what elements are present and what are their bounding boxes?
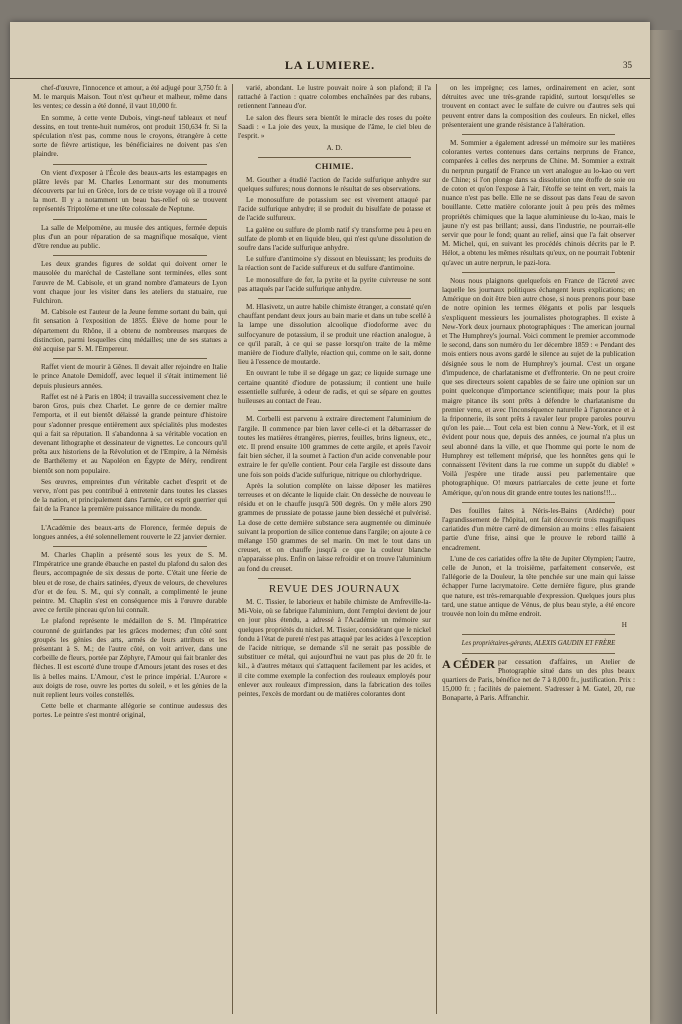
paragraph: Après la solution complète on laisse déposer les matières terreuses et on décante le liquide clair. On dessèche de nouveau le résidu et on le chauffe jusqu'à 500 degrés. On y mêle alors 290 grammes de prussiate de potasse jaune bien desséché et pulvérisé. La dose de cette dernière substance sera augmentée ou diminuée suivant la proportion de silice contenue dans l'argile; on ajoute à ce mélange 150 grammes de sel marin. On met le tout dans un creuset, et on chauffe jusqu'à ce que la couleur blanche n'apparaisse plus. Enfin on laisse refroidir et on trouve l'aluminium au fond du creuset. <box>238 481 432 573</box>
divider <box>462 272 615 273</box>
divider <box>462 502 615 503</box>
paragraph: Raffet vient de mourir à Gênes. Il devait aller rejoindre en Italie le prince Anatole Demidoff, avec lequel il s'était intimement lié depuis plusieurs années. <box>33 363 227 390</box>
divider <box>258 578 411 579</box>
column-1 <box>28 84 232 1014</box>
section-title-revue: REVUE DES JOURNAUX <box>268 582 401 595</box>
divider <box>258 157 411 158</box>
ad-title: A CÉDER <box>442 656 496 671</box>
paragraph: M. Gouther a étudié l'action de l'acide sulfurique anhydre sur quelques sulfures; nous donnons le résultat de ses observations. <box>238 175 431 193</box>
divider <box>53 219 207 220</box>
paragraph: Raffet est né à Paris en 1804; il travailla successivement chez le baron Gros, puis chez Charlet. Le genre de ce dernier maître l'emporta, et il eut bientôt délaissé la grande peinture d'histoire pour s'adonner presque entièrement aux spécialités plus modestes qui a fait sa réputation. Il s'abandonna à sa véritable vocation en devenant lithographe et dessinateur de vignettes. Le concours qu'il prêta aux historiens de la Révolution et de l'Empire, à la Némésis de Barthélemy et au Napoléon en Égypte de Méry, rendirent bientôt son nom populaire. <box>33 392 227 475</box>
page-header <box>10 56 650 79</box>
publisher-imprint: Les propriétaires-gérants, ALEXIS GAUDIN ET FRÈRE <box>461 640 616 648</box>
author-signoff: H <box>621 621 627 630</box>
ad-text: par cessation d'affaires, un Atelier de Photographie situé dans un des plus beaux quartiers de Paris, bénéfice net de 7 à 8,000 fr., justification. Prix : 15,000 fr. ; facilités de paiement. S'adresser à M. Gatel, 20, rue Bonaparte, à Paris. Affranchir. <box>442 657 635 703</box>
divider <box>258 410 411 411</box>
classified-ad <box>442 658 635 704</box>
paragraph: M. Charles Chaplin a présenté sous les yeux de S. M. l'Impératrice une grande ébauche en pastel du plafond du salon des fleurs, accompagnée de six dessus de porte. C'était une féerie de bleu et de rose, de chairs satinées, d'yeux de velours, de chevelures d'or et de feu. S. M., qui s'y connaît, a complimenté le jeune peintre. M. Chaplin s'est en conséquence mis à l'œuvre durable avec ce fertile pinceau qu'on lui connaît. <box>33 550 227 615</box>
section-title-chimie: CHIMIE. <box>315 161 354 172</box>
paragraph: on les imprègne; ces lames, ordinairement en acier, sont détruites avec une très-grande rapidité, surtout lorsqu'elles se trouvent en contact avec le sulfate de cuivre ou d'autres sels qui peuvent entrer dans la composition des couleurs. En nickel, elles présenteraient une grande résistance à l'altération. <box>442 84 635 129</box>
divider <box>462 653 615 654</box>
paragraph: L'Académie des beaux-arts de Florence, fermée depuis de longues années, a été solennellement rouverte le 22 janvier dernier. <box>33 523 227 541</box>
divider <box>462 134 615 135</box>
paragraph: Le salon des fleurs sera bientôt le miracle des roses du poète Saadi : « La joie des yeux, la musique de l'âme, le ciel bleu de l'esprit. » <box>238 113 431 141</box>
paragraph: M. Sommier a également adressé un mémoire sur les matières colorantes vertes contenues dans certains nerpruns de France, comparées à celles des nerpruns de Chine. M. Sommier a extrait du nerprun purgatif de France un vert analogue au lo-kao ou vert de Chine; si l'on plonge dans sa dissolution une étoffe de soie ou de coton et qu'on l'expose à l'air, l'étoffe se teint en vert, mais la nuance n'est pas belle. Elle ne se dissout pas dans l'eau de savon bouillante. Cette matière colorante jouit à peu près des mêmes propriétés chimiques que la laque aluminieuse du lo-kao, mais le jaune n'y est pas brillant; aussi, dans l'industrie, ne pourrait-elle servir que pour le fond; quant au relief, ainsi que l'a fait observer M. Michel, qui, en suivant les procédés chinois décrits par le P. Hélot, a obtenu les mêmes résultats qu'eux, on ne pourrait l'obtenir qu'avec un autre nerprun, le pazi-lora. <box>442 139 635 267</box>
paragraph: Des fouilles faites à Néris-les-Bains (Ardèche) pour l'agrandissement de l'hôpital, ont fait découvrir trois magnifiques cariatides d'un mètre carré de dimension au moins : elles faisaient partie d'une frise, ainsi que le prouve le rebord taillé à encadrement. <box>442 506 635 552</box>
column-2 <box>232 84 436 1014</box>
paragraph: M. Cabisole est l'auteur de la Jeune femme sortant du bain, qui fit sensation à l'exposition de 1855. Élève de home pour le département du Rhône, il a obtenu de nombreuses marques de distinction, parmi lesquelles cinq médailles; une de ses statues a été acquise par S. M. l'Empereur. <box>33 308 227 354</box>
paragraph: Le monosulfure de fer, la pyrite et la pyrite cuivreuse ne sont pas attaqués par l'acide sulfurique anhydre. <box>238 275 431 293</box>
divider <box>258 298 411 299</box>
text-columns <box>28 84 640 1014</box>
paragraph: M. Hlasivetz, un autre habile chimiste étranger, a constaté qu'en chauffant pendant deux jours au bain marie et dans un tube scellé à la lampe une dissolution alcoolique d'iodoforme avec du sulfocyanure de potassium, il se produit une réaction analogue, à ce qu'il paraît, à ce qui se passe lorsqu'on traite de la même manière de l'iodure d'allyle, réaction qui, comme on le sait, donne lieu à l'essence de moutarde. <box>238 303 431 367</box>
paragraph: Le monosulfure de potassium sec est vivement attaqué par l'acide sulfurique anhydre; il se produit du bisulfate de potasse et de l'acide sulfureux. <box>238 196 431 223</box>
paragraph: En somme, à cette vente Dubois, vingt-neuf tableaux et neuf dessins, en tout trente-huit numéros, ont produit 150,634 fr. Si la spéculation n'est pas, comme nous le croyons, étrangère à cette sorte de fièvre artistique, les bénéficiaires ne doivent pas s'en plaindre. <box>33 113 227 159</box>
paragraph: chef-d'œuvre, l'innocence et amour, a été adjugé pour 3,750 fr. à M. le marquis Maison. Tout n'est qu'heur et malheur, même dans les ventes; ce dessin a été donné, il vaut 10,000 fr. <box>33 84 227 111</box>
paragraph: La galène ou sulfure de plomb natif s'y transforme peu à peu en sulfate de plomb et en liquide bleu, qui n'est qu'une dissolution de soufre dans l'acide sulfurique anhydre. <box>238 225 431 253</box>
divider <box>53 255 207 256</box>
paragraph: M. C. Tissier, le laborieux et habile chimiste de Amfreville-la-Mi-Voie, où se fabrique l'aluminium, dont l'emploi devient de jour en jour plus étendu, a adressé à l'Académie un mémoire sur quelques propriétés du nickel. M. Tissier, considérant que le nickel fondu à l'état de pureté n'est pas attaqué par les acides à l'exception de l'acide nitrique, se demande s'il ne serait pas possible de substituer ce métal, qui aujourd'hui ne vaut pas plus de 20 fr. le kil., à d'autres métaux qui s'attaquent facilement par les acides, et il cite comme exemple la confection des rouleaux employés pour enlever aux rouleaux d'impression, dans la fabrication des toiles peintes, l'excès de mordant ou de matières colorantes dont <box>238 597 431 698</box>
paragraph: Le sulfure d'antimoine s'y dissout en bleuissant; les produits de la réaction sont de l'acide sulfureux et du sulfure d'antimoine. <box>238 255 431 273</box>
paragraph: Cette belle et charmante allégorie se continue audessus des portes. Le peintre s'est montré original, <box>33 702 227 720</box>
paragraph: Le plafond représente le médaillon de S. M. l'Impératrice couronné de guirlandes par les grâces modernes; d'un côté sont groupés les génies des arts, armés de leurs attributs et les présentant à S. M.; de l'autre côté, on voit arriver, dans une corbeille de fleurs, portée par Zéphyre, l'Amour qui fait branler des flèches. Il est escorté d'une troupe d'Amours jetant des roses et des lis à belles mains. L'Amour, c'est le prince impérial. L'Aurore « aux doigts de rose, ouvre les portes du soleil, » et les génies de la nuit replient leurs voiles constellés. <box>33 617 227 699</box>
paragraph: On vient d'exposer à l'École des beaux-arts les estampages en plâtre levés par M. Charles Lenormant sur des monuments découverts par lui en Grèce, lors de ce triste voyage où il a trouvé la mort. Il y a notamment un beau bas-relief où se trouvent représentés Triptolème et une tête colossale de Neptune. <box>33 168 227 214</box>
divider <box>53 358 207 359</box>
divider <box>53 546 207 547</box>
paragraph: La salle de Melpomène, au musée des antiques, fermée depuis plus d'un an pour réparation de sa magnifique mosaïque, vient d'être rendue au public. <box>33 223 227 251</box>
page-number: 35 <box>623 60 632 70</box>
divider <box>53 164 207 165</box>
paragraph: L'une de ces cariatides offre la tête de Jupiter Olympien; l'autre, celle de Junon, et la troisième, parfaitement conservée, est l'allégorie de la Douleur, la tête penchée sur une main qui laisse échapper l'urne lacrymatoire. Cette dernière figure, plus grande que nature, est très-remarquable d'expression. Quelques jours plus tard, une statue antique de Vénus, de plus beau style, a été encore trouvée non loin du même endroit. <box>442 554 635 618</box>
paragraph: Ses œuvres, empreintes d'un véritable cachet d'esprit et de verve, n'ont pas peu contribué à entretenir dans toutes les classes de la nation, et principalement dans l'armée, cet esprit guerrier qui fait de la France la première puissance militaire du monde. <box>33 477 227 514</box>
divider <box>462 634 615 635</box>
divider <box>53 519 207 520</box>
column-3 <box>436 84 640 1014</box>
paragraph: Les deux grandes figures de soldat qui doivent orner le mausolée du maréchal de Castellane sont terminées, elles sont l'œuvre de M. Cabisole, et un grand nombre d'amateurs de Lyon vont chaque jour les visiter dans les ateliers du statuaire, rue Fulchiron. <box>33 260 227 306</box>
author-signoff: A. D. <box>326 144 343 153</box>
page-edge <box>650 30 682 1024</box>
paragraph: M. Corbelli est parvenu à extraire directement l'aluminium de l'argile. Il commence par bien laver celle-ci et la débarrasser de toutes les matières étrangères, pierres, feuilles, brins ligneux, etc., etc. Il prend ensuite 100 grammes de cette argile, et après l'avoir fait bien sécher, il la soumet à l'action d'un acide convenable pour extraire le fer qu'elle contient. Pour cela l'argile est dissoute dans une fois son poids d'acide sulfurique, nitrique ou chlorhydrique. <box>238 415 431 479</box>
journal-title: LA LUMIERE. <box>284 58 376 72</box>
newspaper-page <box>10 22 650 1024</box>
paragraph: varié, abondant. Le lustre pouvait noire à son plafond; il l'a rattaché à l'action : quatre colombes enchaînées par des rubans, retiennent l'anneau d'or. <box>238 84 431 111</box>
paragraph: Nous nous plaignons quelquefois en France de l'âcreté avec laquelle les journaux politiques échangent leurs explications; en Amérique on doit être bien autre chose, si nous prenons pour base de notre opinion les termes élégants et polis par lesquels s'expliquent messieurs les journalistes photographes. Il existe à New-York deux journaux photographiques : The american journal et The Humphrey's journal. Voici comment le premier accommode le second, dans son numéro du 1er décembre 1859 : « Pendant des mois entiers nous avons gardé le silence au sujet de la publication désignée sous le nom de Humphrey's journal. C'est un organe d'impudence, de charlatanisme et d'effronterie. On ne peut croire que ses directeurs soient capables de se faire une opinion sur un point quelconque d'importance scientifique; mais pour la plus maigre pitance ils sont prêts à défendre le charlatanisme du premier venu, et avec l'inconséquence naturelle à l'ignorance et à la friponnerie, ils sont prêts à ravaler leur propre paroles pourvu qu'on les paie.... Tout cela est bien connu à New-York, et il est évident pour nous que, depuis des années, ce journal n'a plus un seul abonné dans la ville, et que l'homme qui porte le nom de Humphrey est tellement méprisé, que les honnêtes gens qui le connaissent l'évitent dans la rue comme un suppôt du diable! » Voilà j'espère une tirade aussi peu parlementaire que photographique. O! mœurs patriarcales de cette jeune et forte Amérique, qu'on nous dit grande entre toutes les nations!!!... <box>442 276 635 497</box>
paragraph: En ouvrant le tube il se dégage un gaz; ce liquide surnage une certaine quantité d'iodure de potassium; il contient une huile essentielle sulfurée, à odeur de radis, et qui se sépare en gouttes huileuses au contact de l'eau. <box>238 369 431 406</box>
